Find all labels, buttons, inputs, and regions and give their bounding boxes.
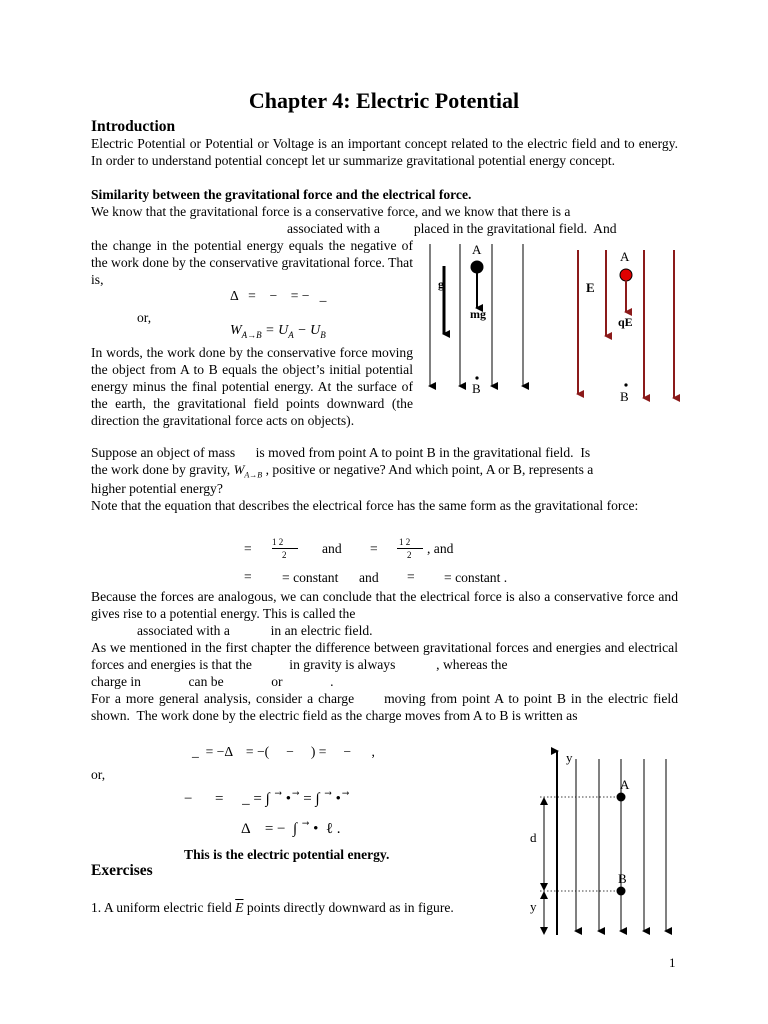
force-equations: = 1 2 2 and = 1 2 2 , and [244, 537, 454, 560]
or-label-2: or, [91, 767, 106, 782]
uniform-field-figure [520, 745, 680, 945]
d-arrowhead-up [540, 797, 548, 805]
work-equation: $W_{A\to B} = U_A - U_B$ [230, 323, 326, 340]
page-title: Chapter 4: Electric Potential [248, 88, 520, 113]
label-g: g [438, 277, 444, 291]
integral-equation-1: − = _ = ∫ ⃗ • ⃗ = ∫ ⃗ • ⃗ [184, 791, 350, 807]
y-arrowhead-up [540, 891, 548, 899]
change-in-potential-paragraph: the change in the potential energy equals the negative of the work done by the conservative gravitational force. That is, [91, 238, 413, 287]
y-arrowhead-down [540, 927, 548, 935]
introduction-heading: Introduction [91, 118, 176, 135]
label-B-gravity: B [472, 381, 481, 396]
exercise-1: 1. A uniform electric field $\overline{E}$ points directly downward as in figure. [91, 900, 454, 915]
label-A: A [620, 777, 630, 792]
note-paragraph: Note that the equation that describes the electrical force has the same form as the gravitational force: [91, 498, 639, 513]
conservative-force-line: We know that the gravitational force is a conservative force, and we know that there is a [91, 204, 571, 219]
work-difference-equation: _ = −Δ = −( − ) = − , [192, 744, 375, 759]
label-A-electric: A [620, 249, 630, 264]
label-E: E [586, 280, 595, 295]
point-b-electric [624, 383, 627, 386]
label-y-bottom: y [530, 899, 537, 914]
field-comparison-figure [420, 236, 690, 411]
in-words-paragraph: In words, the work done by the conservative force moving the object from A to B equals the object’s initial potential energy minus the final potential energy. At the surface of the earth, the gravitational field points downward (the direction the gravitational force acts on objects). [91, 345, 413, 428]
suppose-line-2: the work done by gravity, $W_{A\to B}$ , positive or negative? And which point, A or B, represents a [91, 462, 594, 480]
as-mentioned-paragraph: As we mentioned in the first chapter the difference between gravitational forces and energies and electrical forces and energies is that the in gravity is always , whereas the [91, 640, 682, 672]
exercises-heading: Exercises [91, 862, 153, 879]
intro-paragraph: Electric Potential or Potential or Voltage is an important concept related to the electric field and to energy. In order to understand potential concept let ur summarize gravitational potential energy concept. [91, 136, 678, 168]
label-y-top: y [566, 750, 573, 765]
d-arrowhead-down [540, 883, 548, 891]
label-d: d [530, 830, 537, 845]
page-number: 1 [669, 955, 676, 970]
or-label-1: or, [137, 310, 152, 325]
integral-equation-2: Δ = − ∫ ⃗ • ℓ . [241, 821, 341, 837]
label-qE: qE [618, 315, 633, 329]
as-mentioned-line-3: charge in can be or . [91, 674, 334, 689]
point-b-gravity [475, 376, 478, 379]
charge-ball [620, 269, 632, 281]
suppose-line-1: Suppose an object of mass is moved from point A to point B in the gravitational field. Is [91, 445, 591, 460]
similarity-heading: Similarity between the gravitational force and the electrical force. [91, 187, 472, 202]
constant-equations: = = constant and = = constant . [244, 569, 508, 585]
because-paragraph: Because the forces are analogous, we can conclude that the electrical force is also a conservative force and gives rise to a potential energy. This is called the [91, 589, 678, 621]
label-mg: mg [470, 307, 486, 321]
label-B-electric: B [620, 389, 629, 404]
label-A-gravity: A [472, 242, 482, 257]
label-B: B [618, 871, 627, 886]
general-analysis-paragraph: For a more general analysis, consider a charge moving from point A to point B in the electric field shown. The work done by the electric field as the charge moves from A to B is written as [91, 691, 682, 723]
point-A [617, 793, 626, 802]
point-B [617, 887, 626, 896]
because-line-2: associated with a in an electric field. [137, 623, 373, 638]
epe-statement: This is the electric potential energy. [184, 847, 390, 862]
mass-ball [471, 261, 484, 274]
suppose-line-3: higher potential energy? [91, 481, 223, 496]
associated-line: associated with a placed in the gravitational field. And [287, 221, 617, 236]
delta-u-equation: Δ = − = − _ [230, 288, 327, 303]
